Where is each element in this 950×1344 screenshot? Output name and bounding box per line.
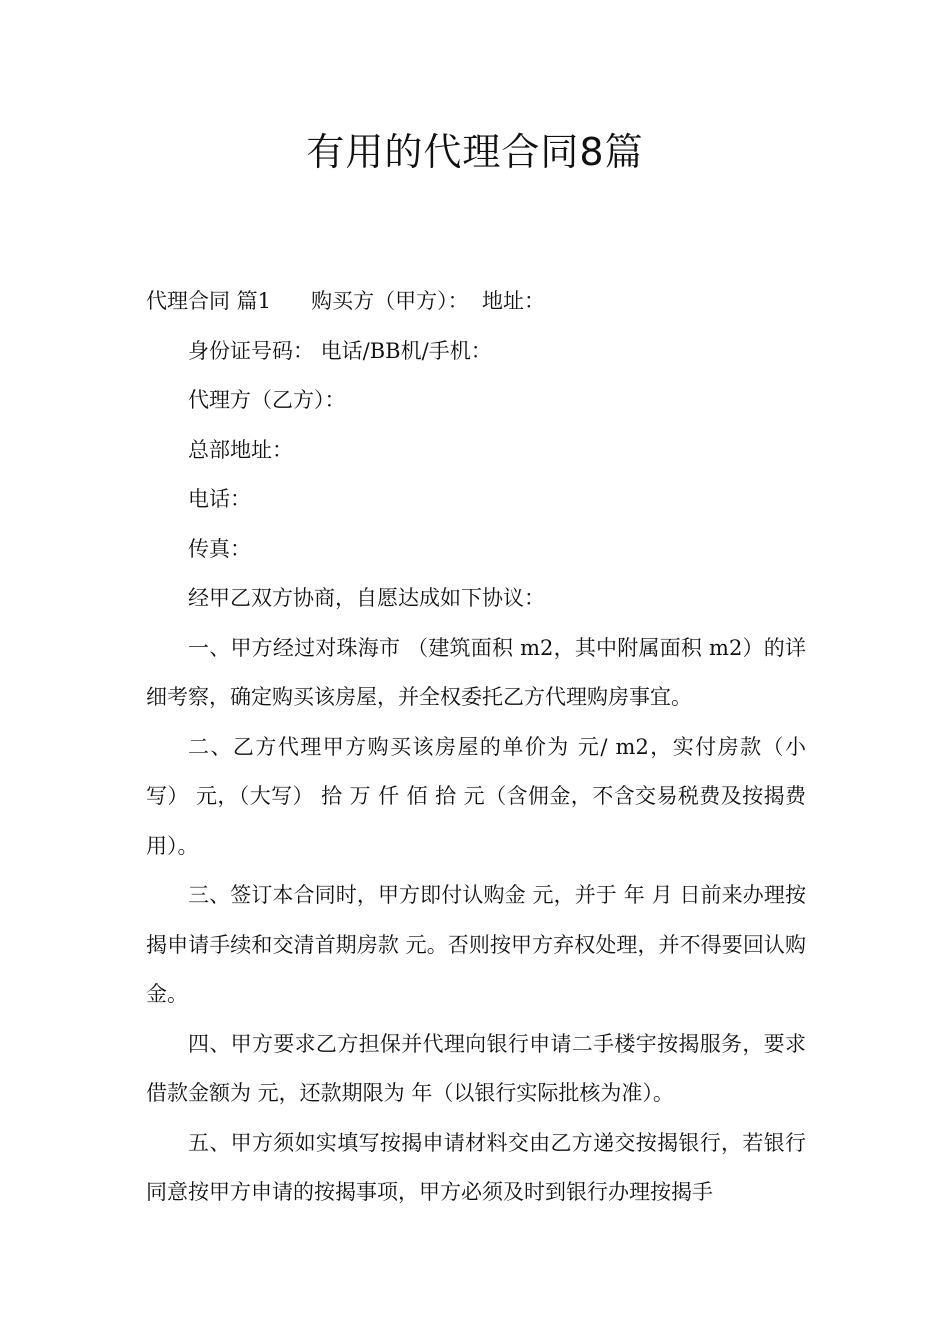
clause-5: 五、甲方须如实填写按揭申请材料交由乙方递交按揭银行，若银行同意按甲方申请的按揭事项，甲方必须及时到银行办理按揭手 [146,1130,806,1204]
section-label: 代理合同 篇1 [146,289,272,313]
id-phone-line: 身份证号码： 电话/BB机/手机： [188,338,492,363]
clause-2: 二、乙方代理甲方购买该房屋的单价为 元/ m2，实付房款（小写） 元，（大写） 拾 万 仟 佰 拾 元（含佣金，不含交易税费及按揭费用）。 [146,734,806,858]
document-body [146,277,806,1218]
address-label: 地址： [481,289,545,313]
document-title: 有用的代理合同8篇 [306,130,644,174]
hq-address-line: 总部地址： [188,437,293,462]
buyer-label: 购买方（甲方）： [311,289,469,313]
clause-1: 一、甲方经过对珠海市 （建筑面积 m2，其中附属面积 m2）的详细考察，确定购买该房屋，并全权委托乙方代理购房事宜。 [146,635,806,709]
phone-line: 电话： [188,487,251,511]
clause-4: 四、甲方要求乙方担保并代理向银行申请二手楼宇按揭服务，要求借款金额为 元，还款期限为 年（以银行实际批核为准）。 [146,1031,806,1105]
fax-line: 传真： [188,536,251,561]
agent-line: 代理方（乙方）： [188,388,346,412]
heading-line [146,277,806,327]
clause-3: 三、签订本合同时，甲方即付认购金 元，并于 年 月 日前来办理按揭申请手续和交清首期房款 元。否则按甲方弃权处理，并不得要回认购金。 [146,883,806,1006]
agreement-intro: 经甲乙双方协商，自愿达成如下协议： [188,586,545,610]
